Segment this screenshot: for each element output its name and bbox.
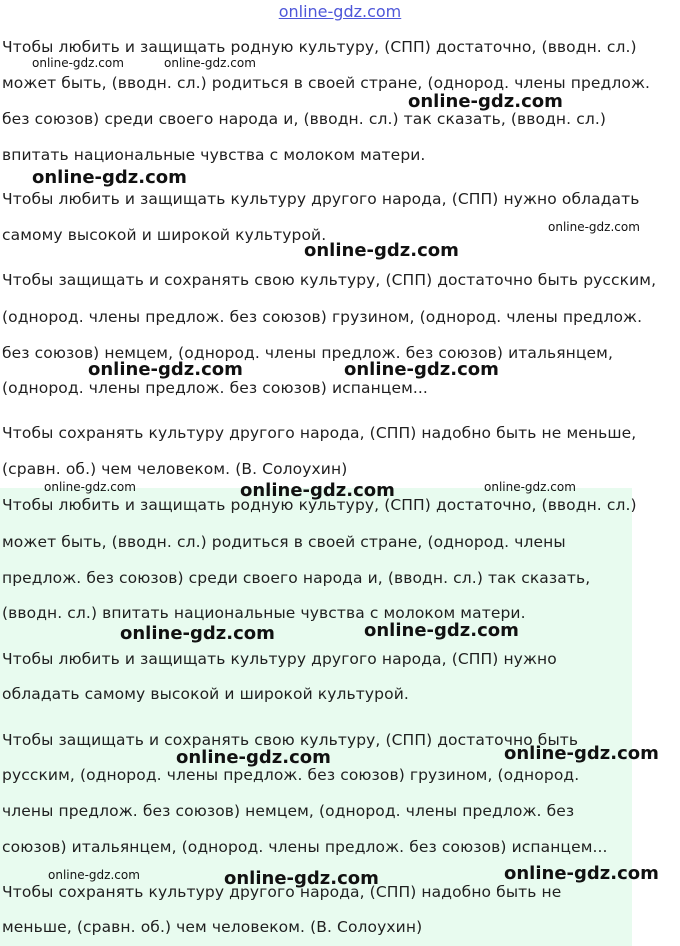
text-line: Чтобы любить и защищать культуру другого народа, (СПП) нужно [2, 650, 557, 668]
text-line: русским, (однород. члены предлож. без союзов) грузином, (однород. [2, 766, 580, 784]
watermark: online-gdz.com [120, 623, 275, 644]
text-line: союзов) итальянцем, (однород. члены предлож. без союзов) испанцем... [2, 838, 608, 856]
text-line: (однород. члены предлож. без союзов) грузином, (однород. члены предлож. [2, 308, 643, 326]
site-header-link[interactable]: online-gdz.com [278, 2, 402, 21]
watermark: online-gdz.com [408, 91, 563, 112]
watermark: online-gdz.com [164, 56, 256, 70]
watermark: online-gdz.com [304, 240, 459, 261]
text-line: (однород. члены предлож. без союзов) испанцем... [2, 379, 428, 397]
text-line: впитать национальные чувства с молоком матери. [2, 146, 426, 164]
text-line: Чтобы любить и защищать культуру другого народа, (СПП) нужно обладать [2, 190, 640, 208]
watermark: online-gdz.com [364, 620, 519, 641]
text-line: Чтобы защищать и сохранять свою культуру, (СПП) достаточно быть русским, [2, 271, 657, 289]
text-line: меньше, (сравн. об.) чем человеком. (В. Солоухин) [2, 918, 423, 936]
text-line: может быть, (вводн. сл.) родиться в своей стране, (однород. члены [2, 533, 566, 551]
text-line: обладать самому высокой и широкой культурой. [2, 685, 409, 703]
watermark: online-gdz.com [176, 747, 331, 768]
watermark: online-gdz.com [32, 167, 187, 188]
text-line: Чтобы защищать и сохранять свою культуру, (СПП) достаточно быть [2, 731, 579, 749]
watermark: online-gdz.com [548, 220, 640, 234]
watermark: online-gdz.com [504, 743, 659, 764]
text-line: предлож. без союзов) среди своего народа и, (вводн. сл.) так сказать, [2, 569, 591, 587]
watermark: online-gdz.com [44, 480, 136, 494]
text-line: без союзов) среди своего народа и, (вводн. сл.) так сказать, (вводн. сл.) [2, 110, 607, 128]
text-line: может быть, (вводн. сл.) родиться в своей стране, (однород. члены предлож. [2, 74, 651, 92]
watermark: online-gdz.com [224, 868, 379, 889]
watermark: online-gdz.com [484, 480, 576, 494]
text-line: Чтобы любить и защищать родную культуру, (СПП) достаточно, (вводн. сл.) [2, 496, 637, 514]
text-line: Чтобы любить и защищать родную культуру, (СПП) достаточно, (вводн. сл.) [2, 38, 637, 56]
text-line: Чтобы сохранять культуру другого народа, (СПП) надобно быть не меньше, [2, 424, 637, 442]
watermark: online-gdz.com [32, 56, 124, 70]
watermark: online-gdz.com [344, 359, 499, 380]
watermark: online-gdz.com [240, 480, 395, 501]
text-line: Чтобы сохранять культуру другого народа, (СПП) надобно быть не [2, 883, 562, 901]
text-line: (сравн. об.) чем человеком. (В. Солоухин) [2, 460, 348, 478]
text-line: (вводн. сл.) впитать национальные чувства с молоком матери. [2, 604, 526, 622]
text-line: без союзов) немцем, (однород. члены предлож. без союзов) итальянцем, [2, 344, 613, 362]
text-line: самому высокой и широкой культурой. [2, 226, 327, 244]
watermark: online-gdz.com [504, 863, 659, 884]
watermark: online-gdz.com [48, 868, 140, 882]
text-line: члены предлож. без союзов) немцем, (однород. члены предлож. без [2, 802, 575, 820]
watermark: online-gdz.com [88, 359, 243, 380]
